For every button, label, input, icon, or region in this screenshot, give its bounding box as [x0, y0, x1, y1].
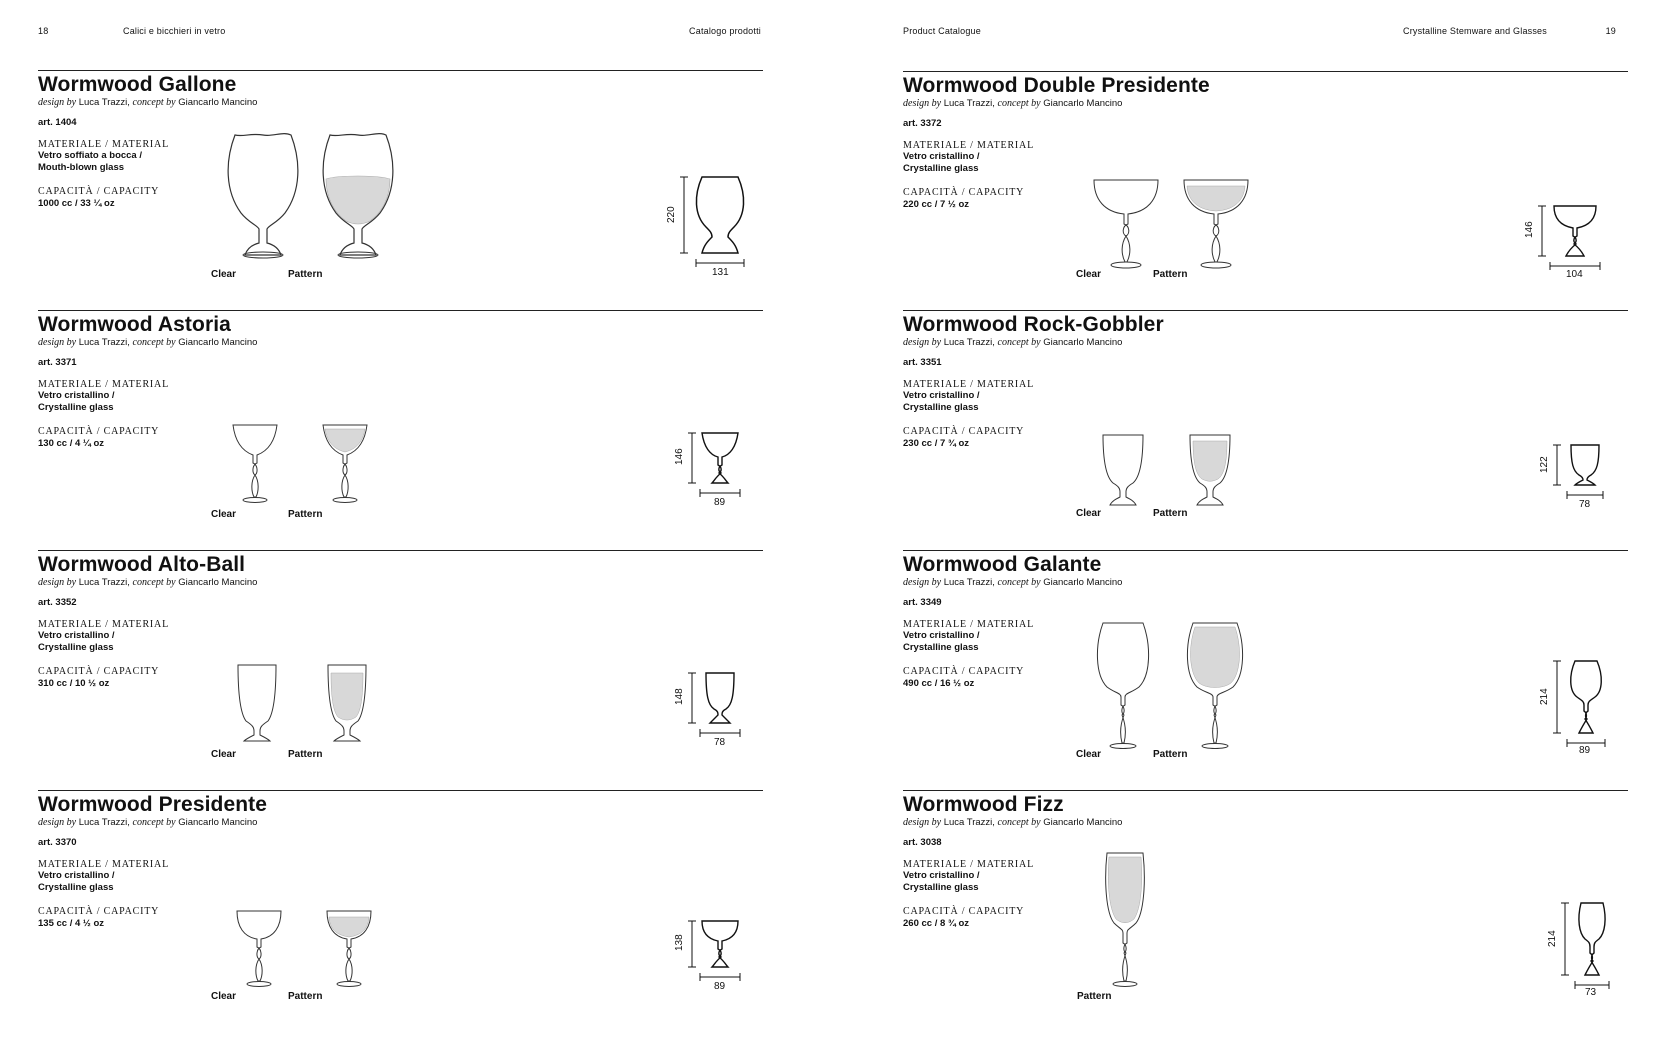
designer: Luca Trazzi, — [78, 97, 130, 108]
bowl-clear-image — [234, 909, 284, 991]
tumbler-pattern-image — [324, 663, 370, 745]
pattern-glass-photo — [324, 909, 374, 991]
capacity-label: CAPACITÀ / CAPACITY — [903, 187, 1025, 198]
material-label: MATERIALE / MATERIAL — [38, 139, 169, 150]
material-line: Vetro soffiato a bocca / — [38, 150, 142, 161]
section-title-right: Crystalline Stemware and Glasses — [1403, 26, 1547, 36]
technical-drawing — [666, 175, 758, 278]
capacity-label: CAPACITÀ / CAPACITY — [903, 666, 1025, 677]
material-label: MATERIALE / MATERIAL — [903, 379, 1034, 390]
width-dimension: 73 — [1585, 987, 1597, 998]
capacity-value: 230 cc / 7 ¾ oz — [903, 438, 970, 449]
left-page — [38, 0, 798, 1063]
product-title: Wormwood Rock-Gobbler — [903, 313, 1164, 336]
capacity-value: 1000 cc / 33 ¼ oz — [38, 198, 115, 209]
technical-drawing — [674, 919, 758, 999]
design-prefix: design by — [38, 577, 77, 588]
product-title: Wormwood Gallone — [38, 73, 237, 96]
product-credits — [38, 337, 257, 348]
section-title-left: Calici e bicchieri in vetro — [123, 26, 226, 36]
article-number: art. 3349 — [903, 597, 942, 608]
material-label: MATERIALE / MATERIAL — [903, 140, 1034, 151]
concept-prefix: concept by — [997, 337, 1041, 348]
concept-prefix: concept by — [997, 817, 1041, 828]
product-credits — [38, 817, 257, 828]
capacity-label: CAPACITÀ / CAPACITY — [903, 426, 1025, 437]
pattern-label: Pattern — [1153, 508, 1188, 519]
material-label: MATERIALE / MATERIAL — [903, 859, 1034, 870]
product-credits — [903, 98, 1122, 109]
pattern-label: Pattern — [288, 509, 323, 520]
concept-author: Giancarlo Mancino — [178, 97, 258, 108]
wine-clear-image — [1095, 621, 1151, 751]
material-line: Crystalline glass — [903, 163, 979, 174]
capacity-label: CAPACITÀ / CAPACITY — [38, 186, 160, 197]
clear-label: Clear — [211, 509, 237, 520]
designer: Luca Trazzi, — [943, 98, 995, 109]
width-dimension: 89 — [714, 497, 726, 508]
material-value — [903, 390, 1053, 414]
design-prefix: design by — [903, 98, 942, 109]
product-title: Wormwood Presidente — [38, 793, 268, 816]
bowl-pattern-image — [324, 909, 374, 991]
material-line: Mouth-blown glass — [38, 162, 125, 173]
clear-label: Clear — [211, 991, 237, 1002]
catalogue-title-right: Product Catalogue — [903, 26, 981, 36]
material-label: MATERIALE / MATERIAL — [903, 619, 1034, 630]
page-number-right: 19 — [1605, 26, 1616, 36]
clear-glass-photo — [234, 663, 280, 745]
material-value — [38, 150, 188, 174]
material-line: Crystalline glass — [38, 642, 114, 653]
rock-pattern-image — [1185, 433, 1235, 509]
height-dimension: 146 — [674, 448, 685, 465]
clear-label: Clear — [1076, 749, 1102, 760]
technical-drawing — [1539, 443, 1623, 513]
product-card — [903, 790, 1628, 1030]
clear-glass-photo — [230, 423, 280, 505]
capacity-value: 310 cc / 10 ½ oz — [38, 678, 110, 689]
product-card — [38, 550, 763, 790]
capacity-label: CAPACITÀ / CAPACITY — [38, 906, 160, 917]
technical-drawing — [1539, 659, 1623, 756]
product-title: Wormwood Fizz — [903, 793, 1064, 816]
pattern-label: Pattern — [288, 749, 323, 760]
width-dimension: 131 — [712, 267, 729, 278]
concept-author: Giancarlo Mancino — [1043, 98, 1123, 109]
material-value — [38, 870, 188, 894]
height-dimension: 214 — [1539, 688, 1550, 705]
technical-drawing — [674, 671, 758, 751]
capacity-value: 130 cc / 4 ¼ oz — [38, 438, 105, 449]
clear-label: Clear — [1076, 508, 1102, 519]
pattern-label: Pattern — [288, 991, 323, 1002]
material-line: Vetro cristallino / — [903, 151, 980, 162]
design-prefix: design by — [38, 337, 77, 348]
clear-label: Clear — [211, 749, 237, 760]
product-card — [38, 790, 763, 1030]
coupe-pattern-image — [320, 423, 370, 505]
concept-prefix: concept by — [997, 98, 1041, 109]
material-label: MATERIALE / MATERIAL — [38, 859, 169, 870]
capacity-value: 260 cc / 8 ¾ oz — [903, 918, 970, 929]
pattern-label: Pattern — [288, 269, 323, 280]
product-card — [38, 70, 763, 310]
capacity-label: CAPACITÀ / CAPACITY — [903, 906, 1025, 917]
article-number: art. 3372 — [903, 118, 942, 129]
product-title: Wormwood Double Presidente — [903, 74, 1210, 97]
material-line: Crystalline glass — [38, 402, 114, 413]
pattern-label: Pattern — [1153, 749, 1188, 760]
pattern-label: Pattern — [1153, 269, 1188, 280]
width-dimension: 78 — [714, 737, 726, 748]
material-line: Vetro cristallino / — [38, 390, 115, 401]
material-label: MATERIALE / MATERIAL — [38, 379, 169, 390]
article-number: art. 3370 — [38, 837, 77, 848]
material-line: Vetro cristallino / — [38, 870, 115, 881]
designer: Luca Trazzi, — [78, 337, 130, 348]
design-prefix: design by — [903, 817, 942, 828]
capacity-label: CAPACITÀ / CAPACITY — [38, 666, 160, 677]
design-prefix: design by — [38, 817, 77, 828]
double-bowl-pattern-image — [1181, 178, 1251, 270]
concept-author: Giancarlo Mancino — [178, 337, 258, 348]
wine-pattern-image — [1185, 621, 1245, 751]
technical-drawing — [1547, 901, 1631, 998]
pattern-glass-photo — [1100, 851, 1150, 989]
product-credits — [38, 97, 257, 108]
clear-label: Clear — [211, 269, 237, 280]
concept-prefix: concept by — [132, 337, 176, 348]
height-dimension: 138 — [674, 934, 685, 951]
concept-author: Giancarlo Mancino — [1043, 577, 1123, 588]
rock-clear-image — [1098, 433, 1148, 509]
left-running-head — [38, 26, 798, 40]
catalogue-title-left: Catalogo prodotti — [689, 26, 761, 36]
article-number: art. 3371 — [38, 357, 77, 368]
clear-glass-photo — [1098, 433, 1148, 509]
article-number: art. 1404 — [38, 117, 77, 128]
coupe-clear-image — [230, 423, 280, 505]
concept-author: Giancarlo Mancino — [178, 577, 258, 588]
gallone-pattern-image — [318, 131, 398, 261]
height-dimension: 148 — [674, 688, 685, 705]
concept-prefix: concept by — [132, 577, 176, 588]
product-credits — [903, 337, 1122, 348]
galante-dimension-drawing — [1543, 659, 1623, 753]
width-dimension: 89 — [1579, 745, 1591, 756]
material-value — [38, 630, 188, 654]
capacity-label: CAPACITÀ / CAPACITY — [38, 426, 160, 437]
height-dimension: 122 — [1539, 456, 1550, 473]
page-number-left: 18 — [38, 26, 49, 36]
flute-pattern-image — [1100, 851, 1150, 989]
right-page — [903, 0, 1654, 1063]
capacity-value: 490 cc / 16 ½ oz — [903, 678, 975, 689]
designer: Luca Trazzi, — [943, 817, 995, 828]
concept-author: Giancarlo Mancino — [178, 817, 258, 828]
material-line: Crystalline glass — [903, 402, 979, 413]
article-number: art. 3352 — [38, 597, 77, 608]
material-value — [903, 151, 1053, 175]
material-line: Vetro cristallino / — [38, 630, 115, 641]
material-line: Crystalline glass — [903, 882, 979, 893]
concept-author: Giancarlo Mancino — [1043, 337, 1123, 348]
product-title: Wormwood Alto-Ball — [38, 553, 246, 576]
concept-prefix: concept by — [997, 577, 1041, 588]
material-line: Crystalline glass — [38, 882, 114, 893]
designer: Luca Trazzi, — [943, 577, 995, 588]
height-dimension: 220 — [666, 206, 677, 223]
product-credits — [903, 577, 1122, 588]
product-card — [903, 71, 1628, 311]
pattern-glass-photo — [1185, 621, 1245, 751]
product-credits — [903, 817, 1122, 828]
designer: Luca Trazzi, — [78, 577, 130, 588]
design-prefix: design by — [903, 337, 942, 348]
material-line: Vetro cristallino / — [903, 390, 980, 401]
design-prefix: design by — [38, 97, 77, 108]
width-dimension: 104 — [1566, 269, 1583, 280]
clear-glass-photo — [1091, 178, 1161, 270]
capacity-value: 135 cc / 4 ½ oz — [38, 918, 105, 929]
material-line: Vetro cristallino / — [903, 630, 980, 641]
product-title: Wormwood Galante — [903, 553, 1102, 576]
material-value — [903, 870, 1053, 894]
article-number: art. 3351 — [903, 357, 942, 368]
double-bowl-clear-image — [1091, 178, 1161, 270]
pattern-glass-photo — [1181, 178, 1251, 270]
product-card — [38, 310, 763, 550]
product-credits — [38, 577, 257, 588]
pattern-label: Pattern — [1077, 991, 1112, 1002]
clear-glass-photo — [234, 909, 284, 991]
material-value — [903, 630, 1053, 654]
product-title: Wormwood Astoria — [38, 313, 231, 336]
right-running-head — [903, 26, 1654, 40]
pattern-glass-photo — [320, 423, 370, 505]
gallone-clear-image — [223, 131, 303, 261]
material-value — [38, 390, 188, 414]
concept-prefix: concept by — [132, 817, 176, 828]
pattern-glass-photo — [1185, 433, 1235, 509]
material-line: Crystalline glass — [903, 642, 979, 653]
height-dimension: 146 — [1524, 221, 1535, 238]
article-number: art. 3038 — [903, 837, 942, 848]
material-label: MATERIALE / MATERIAL — [38, 619, 169, 630]
clear-glass-photo — [223, 131, 303, 261]
product-card — [903, 550, 1628, 790]
design-prefix: design by — [903, 577, 942, 588]
pattern-glass-photo — [318, 131, 398, 261]
material-line: Vetro cristallino / — [903, 870, 980, 881]
designer: Luca Trazzi, — [78, 817, 130, 828]
gallone-dimension-drawing — [668, 175, 758, 275]
fizz-dimension-drawing — [1551, 901, 1631, 995]
technical-drawing — [1524, 204, 1618, 284]
pattern-glass-photo — [324, 663, 370, 745]
width-dimension: 78 — [1579, 499, 1591, 510]
designer: Luca Trazzi, — [943, 337, 995, 348]
capacity-value: 220 cc / 7 ½ oz — [903, 199, 970, 210]
height-dimension: 214 — [1547, 930, 1558, 947]
concept-author: Giancarlo Mancino — [1043, 817, 1123, 828]
clear-label: Clear — [1076, 269, 1102, 280]
product-card — [903, 310, 1628, 550]
concept-prefix: concept by — [132, 97, 176, 108]
width-dimension: 89 — [714, 981, 726, 992]
tumbler-clear-image — [234, 663, 280, 745]
technical-drawing — [674, 431, 758, 511]
clear-glass-photo — [1095, 621, 1151, 751]
